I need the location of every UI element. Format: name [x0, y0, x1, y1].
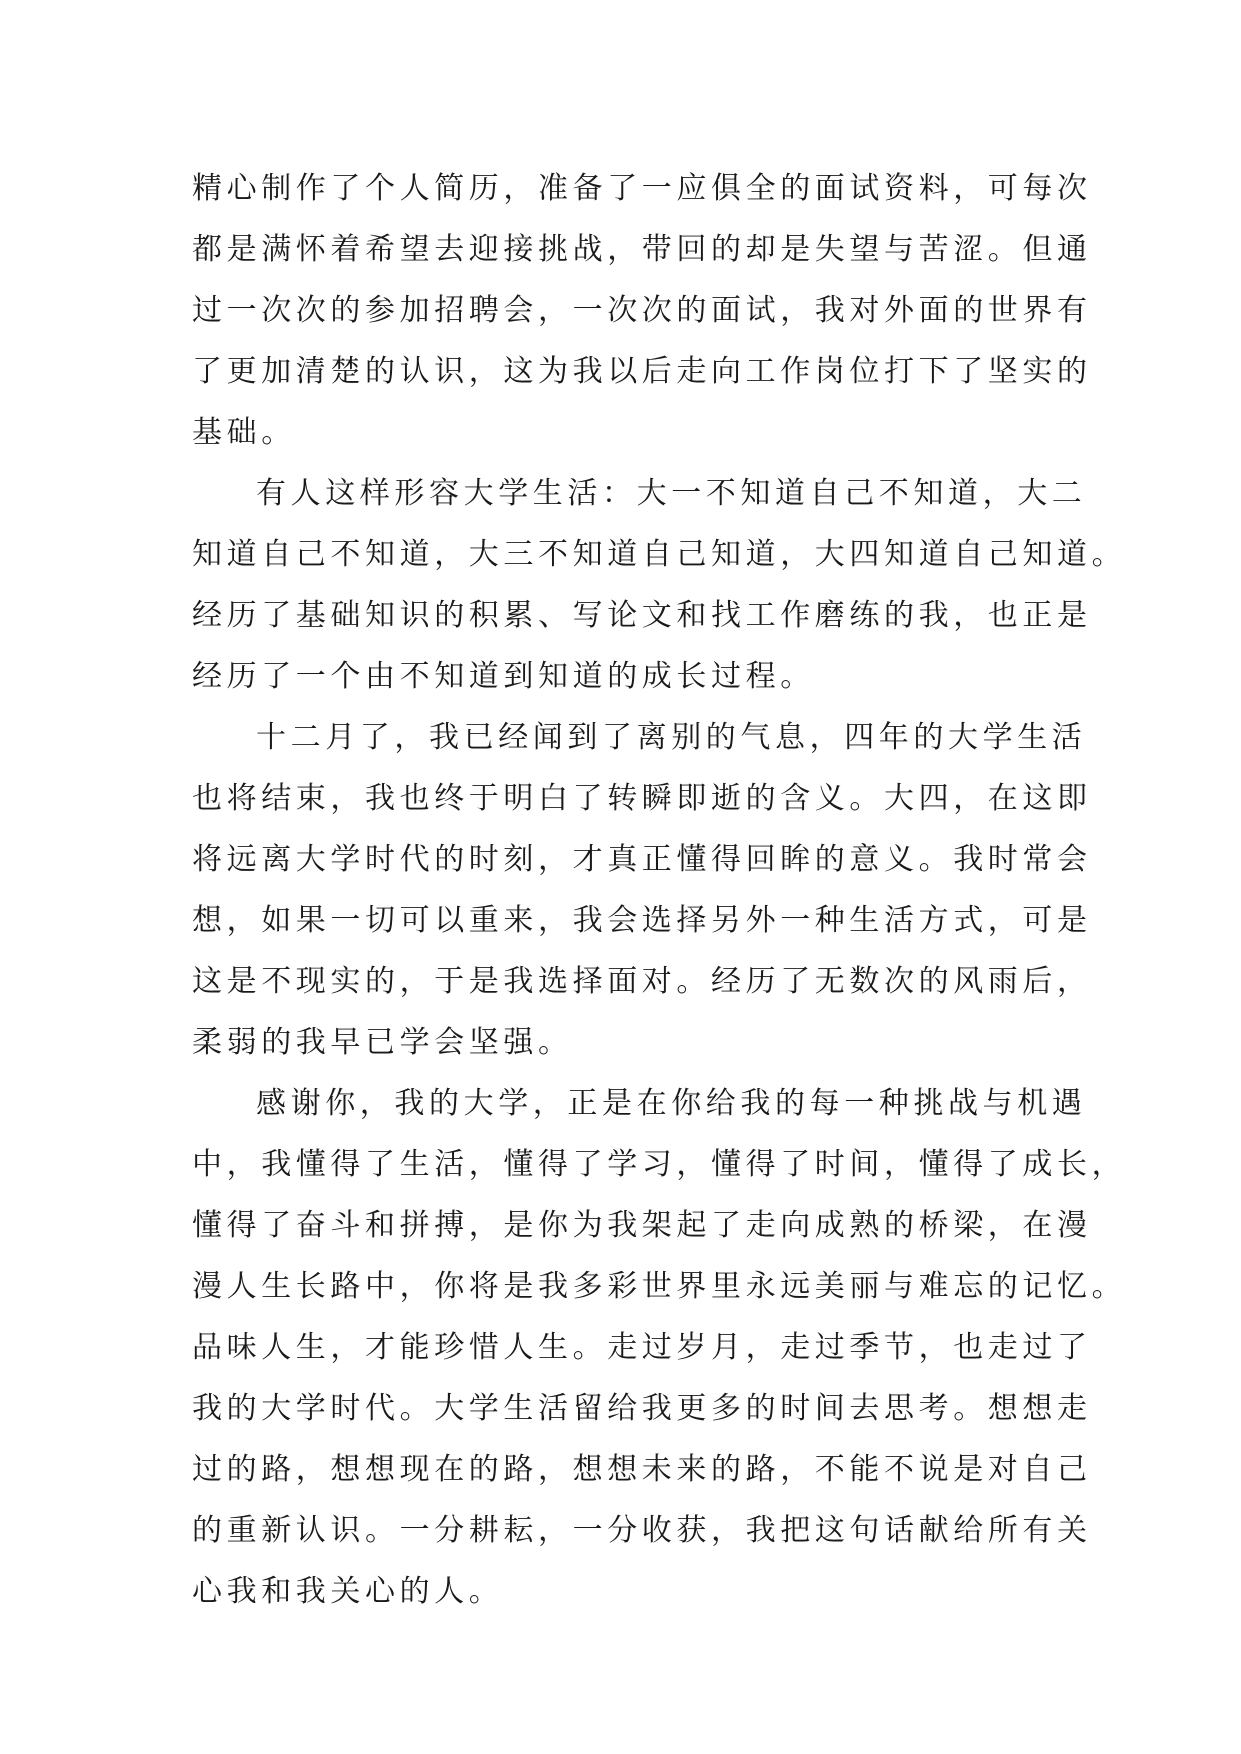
text-line: 经历了一个由不知道到知道的成长过程。	[192, 659, 815, 694]
paragraph-start-line: 感谢你，我的大学，正是在你给我的每一种挑战与机遇	[256, 1086, 1087, 1121]
text-line: 经历了基础知识的积累、写论文和找工作磨练的我，也正是	[192, 598, 1092, 633]
text-line: 的重新认识。一分耕耘，一分收获，我把这句话献给所有关	[192, 1513, 1092, 1548]
text-line: 都是满怀着希望去迎接挑战，带回的却是失望与苦涩。但通	[192, 232, 1092, 267]
text-line: 品味人生，才能珍惜人生。走过岁月，走过季节，也走过了	[192, 1330, 1092, 1365]
text-line: 精心制作了个人简历，准备了一应俱全的面试资料，可每次	[192, 171, 1092, 206]
text-line: 基础。	[192, 415, 296, 450]
text-line: 想，如果一切可以重来，我会选择另外一种生活方式，可是	[192, 903, 1092, 938]
text-line: 漫人生长路中，你将是我多彩世界里永远美丽与难忘的记忆。	[192, 1269, 1127, 1304]
text-line: 了更加清楚的认识，这为我以后走向工作岗位打下了坚实的	[192, 354, 1092, 389]
body-text	[192, 158, 1127, 1622]
text-line: 我的大学时代。大学生活留给我更多的时间去思考。想想走	[192, 1391, 1092, 1426]
text-line: 这是不现实的，于是我选择面对。经历了无数次的风雨后，	[192, 964, 1092, 999]
text-line: 知道自己不知道，大三不知道自己知道，大四知道自己知道。	[192, 537, 1127, 572]
text-line: 过一次次的参加招聘会，一次次的面试，我对外面的世界有	[192, 293, 1092, 328]
text-line: 过的路，想想现在的路，想想未来的路，不能不说是对自己	[192, 1452, 1092, 1487]
text-line: 将远离大学时代的时刻，才真正懂得回眸的意义。我时常会	[192, 842, 1092, 877]
text-line: 柔弱的我早已学会坚强。	[192, 1025, 573, 1060]
paragraph-start-line: 十二月了，我已经闻到了离别的气息，四年的大学生活	[256, 720, 1087, 755]
text-line: 也将结束，我也终于明白了转瞬即逝的含义。大四，在这即	[192, 781, 1092, 816]
paragraph-start-line: 有人这样形容大学生活：大一不知道自己不知道，大二	[256, 476, 1087, 511]
text-line: 心我和我关心的人。	[192, 1574, 504, 1609]
text-line: 懂得了奋斗和拼搏，是你为我架起了走向成熟的桥梁，在漫	[192, 1208, 1092, 1243]
text-line: 中，我懂得了生活，懂得了学习，懂得了时间，懂得了成长，	[192, 1147, 1127, 1182]
